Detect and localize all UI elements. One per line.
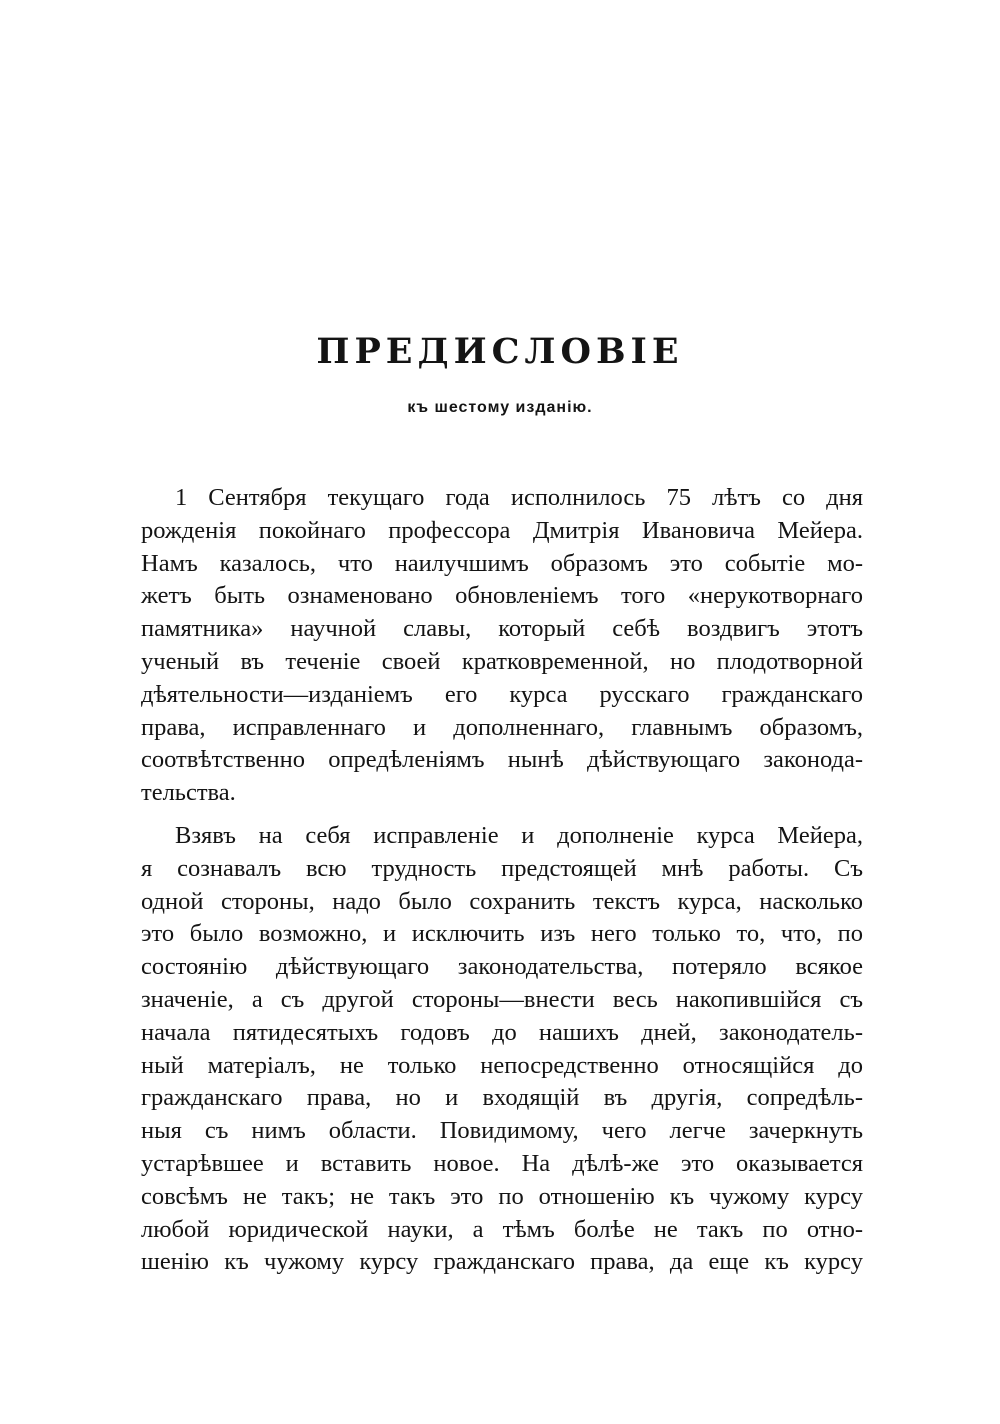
paragraph-2-line-8: ный матеріалъ, не только непосредственно относящійся до — [141, 1052, 863, 1079]
paragraph-2-line-3: одной стороны, надо было сохранить текстъ курса, насколько — [141, 888, 863, 915]
paragraph-1-line-7: дѣятельности—изданіемъ его курса русскаго гражданскаго — [141, 681, 863, 708]
paragraph-2-line-6: значеніе, а съ другой стороны—внести весь накопившійся съ — [141, 986, 863, 1013]
paragraph-1-line-2: рожденія покойнаго профессора Дмитрія Ивановича Мейера. — [141, 517, 863, 544]
paragraph-2-line-10: ныя съ нимъ области. Повидимому, чего легче зачеркнуть — [141, 1117, 863, 1144]
paragraph-2-line-14: шенію къ чужому курсу гражданскаго права, да еще къ курсу — [141, 1248, 863, 1275]
paragraph-2-line-7: начала пятидесятыхъ годовъ до нашихъ дней, законодатель- — [141, 1019, 863, 1046]
paragraph-2-line-5: состоянію дѣйствующаго законодательства, потеряло всякое — [141, 953, 863, 980]
paragraph-1-line-9: соотвѣтственно опредѣленіямъ нынѣ дѣйствующаго законода- — [141, 746, 863, 773]
paragraph-2-line-12: совсѣмъ не такъ; не такъ это по отношенію къ чужому курсу — [141, 1183, 863, 1210]
paragraph-1-line-1: 1 Сентября текущаго года исполнилось 75 лѣтъ со дня — [175, 484, 863, 511]
paragraph-1-line-10: тельства. — [141, 779, 236, 806]
paragraph-1-line-5: памятника» научной славы, который себѣ воздвигъ этотъ — [141, 615, 863, 642]
paragraph-1-line-4: жетъ быть ознаменовано обновленіемъ того «нерукотворнаго — [141, 582, 863, 609]
paragraph-2-line-1: Взявъ на себя исправленіе и дополненіе курса Мейера, — [175, 822, 863, 849]
paragraph-2-line-9: гражданскаго права, но и входящій въ другія, сопредѣль- — [141, 1084, 863, 1111]
paragraph-1-line-6: ученый въ теченіе своей кратковременной, но плодотворной — [141, 648, 863, 675]
paragraph-2-line-11: устарѣвшее и вставить новое. На дѣлѣ-же это оказывается — [141, 1150, 863, 1177]
paragraph-2-line-13: любой юридической науки, а тѣмъ болѣе не такъ по отно- — [141, 1216, 863, 1243]
page-title: ПРЕДИСЛОВІЕ — [316, 331, 684, 372]
paragraph-2-line-4: это было возможно, и исключить изъ него только то, что, по — [141, 920, 863, 947]
page-subtitle: къ шестому изданію. — [407, 399, 593, 416]
paragraph-1-line-8: права, исправленнаго и дополненнаго, главнымъ образомъ, — [141, 714, 863, 741]
paragraph-2-line-2: я сознавалъ всю трудность предстоящей мнѣ работы. Съ — [141, 855, 863, 882]
paragraph-1-line-3: Намъ казалось, что наилучшимъ образомъ это событіе мо- — [141, 550, 863, 577]
